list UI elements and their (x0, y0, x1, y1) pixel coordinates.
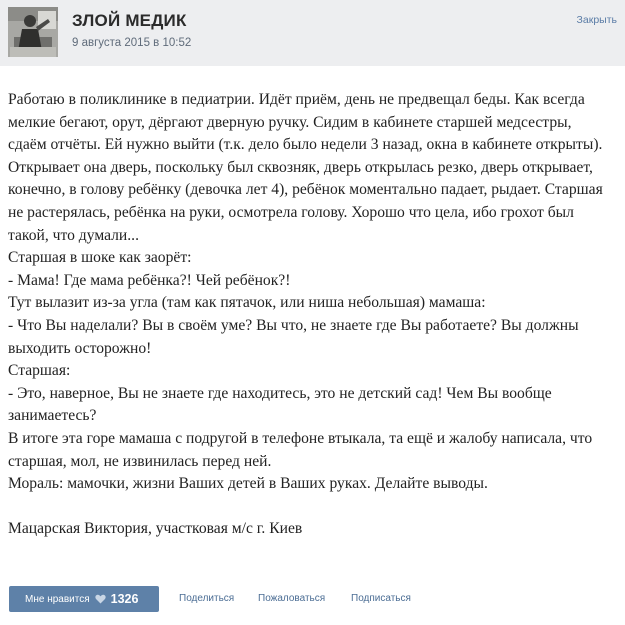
post-paragraph-3: - Мама! Где мама ребёнка?! Чей ребёнок?! (8, 271, 291, 289)
author-name[interactable]: ЗЛОЙ МЕДИК (72, 11, 187, 30)
paragraph-spacer (8, 496, 613, 519)
post-body (8, 89, 613, 541)
post-paragraph-1: Работаю в поликлинике в педиатрии. Идёт приём, день не предвещал беды. Как всегда мелкие бегают, орут, дёргают дверную ручку. Сидим в кабинете старшей медсестры, сдаём отчёты. Ей нужно выйти (т.к. дело было недели 3 назад, окна в кабинете открыты). Открывает она дверь, поскольку был сквозняк, дверь открылась резко, дверь открывает, конечно, в голову ребёнку (девочка лет 4), ребёнок моментально падает, рыдает. Старшая не растерялась, ребёнка на руки, осмотрела голову. Хорошо что цела, ибо грохот был такой, что думали... (8, 91, 603, 244)
like-count: 1326 (110, 592, 139, 606)
post-paragraph-4: Тут вылазит из-за угла (там как пятачок, или ниша небольшая) мамаша: (8, 294, 486, 312)
post-paragraph-7: - Это, наверное, Вы не знаете где находитесь, это не детский сад! Чем Вы вообще занимаетесь? (8, 384, 552, 425)
avatar[interactable] (8, 7, 58, 57)
report-link[interactable]: Пожаловаться (258, 593, 326, 604)
post-date[interactable]: 9 августа 2015 в 10:52 (72, 37, 192, 49)
share-link[interactable]: Поделиться (179, 593, 235, 604)
post-paragraph-5: - Что Вы наделали? Вы в своём уме? Вы что, не знаете где Вы работаете? Вы должны выходить осторожно! (8, 316, 579, 357)
like-button[interactable] (9, 586, 159, 612)
post-signature: Мацарская Виктория, участковая м/с г. Киев (8, 520, 303, 538)
post-actions (9, 586, 621, 612)
close-link[interactable]: Закрыть (576, 14, 617, 26)
avatar-photo-icon (8, 7, 58, 57)
like-label: Мне нравится (25, 593, 90, 605)
post-header (0, 0, 625, 66)
post-paragraph-9: Мораль: мамочки, жизни Ваших детей в Ваших руках. Делайте выводы. (8, 475, 488, 493)
post-paragraph-8: В итоге эта горе мамаша с подругой в телефоне втыкала, та ещё и жалобу написала, что старшая, мол, не извинилась перед ней. (8, 429, 593, 470)
heart-icon (95, 594, 106, 604)
subscribe-link[interactable]: Подписаться (351, 593, 411, 604)
post-paragraph-2: Старшая в шоке как заорёт: (8, 249, 192, 267)
post-paragraph-6: Старшая: (8, 362, 71, 380)
